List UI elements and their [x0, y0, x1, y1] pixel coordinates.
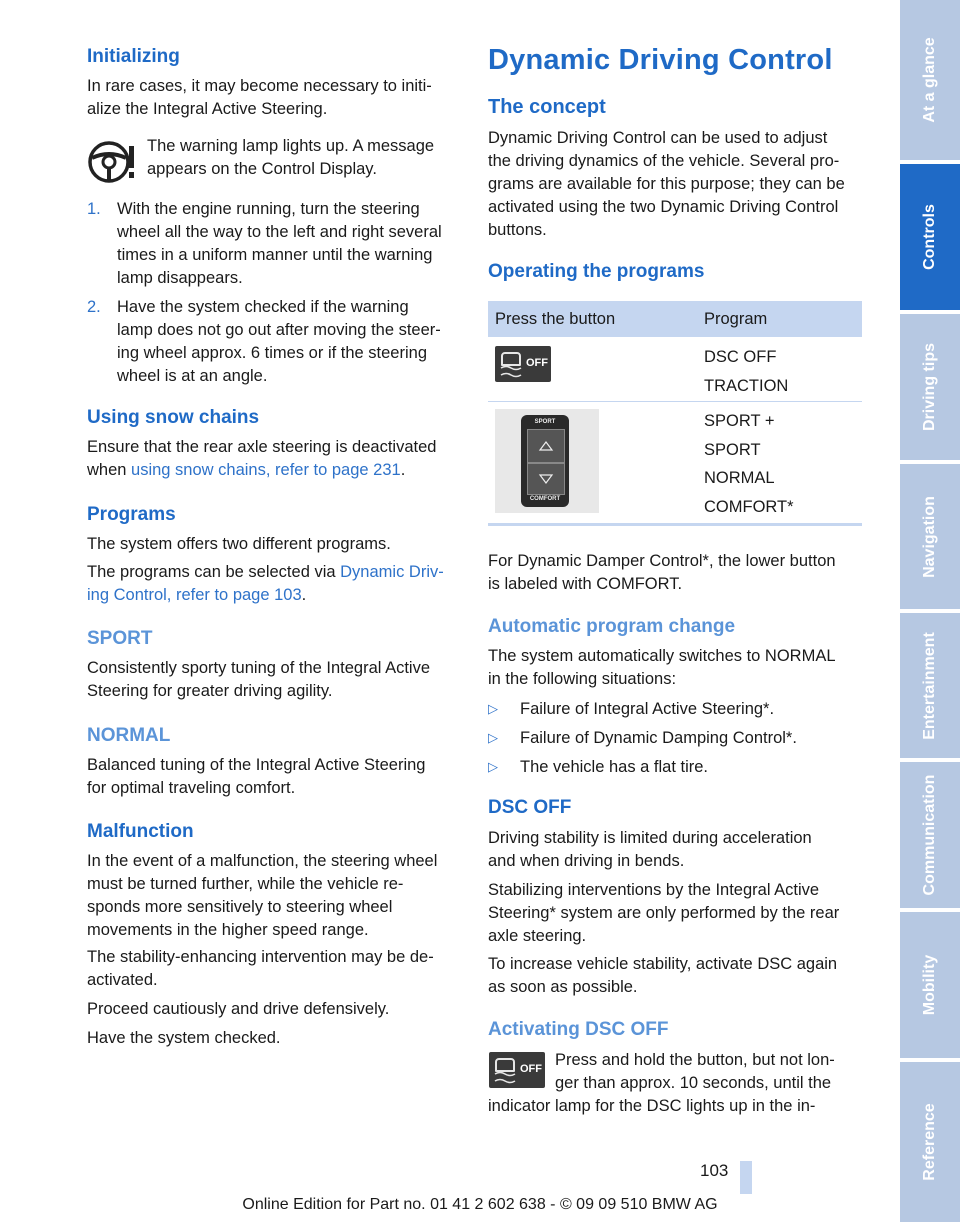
heading-snow-chains: Using snow chains [87, 407, 260, 428]
step-2-line-1: Have the system checked if the warning [117, 298, 409, 316]
table-header-program: Program [704, 310, 768, 328]
dsc-line-2: and when driving in bends. [488, 852, 685, 870]
list-item: ▷ Failure of Dynamic Damping Control*. [488, 729, 797, 747]
step-number: 2. [87, 298, 101, 316]
malfunction-p2-line-2: activated. [87, 971, 158, 989]
dsc-line-5: axle steering. [488, 927, 587, 945]
sport-line-1: Consistently sporty tuning of the Integral Active [87, 659, 431, 677]
concept-line-2: the driving dynamics of the vehicle. Several pro- [488, 152, 840, 170]
heading-sport: SPORT [87, 628, 153, 649]
heading-automatic-change: Automatic program change [488, 616, 736, 637]
tab-at-a-glance[interactable]: At a glance [900, 0, 960, 160]
tab-communication[interactable]: Communication [900, 762, 960, 908]
heading-concept: The concept [488, 96, 606, 118]
concept-line-3: grams are available for this purpose; they can be [488, 175, 845, 193]
step-2-line-4: wheel is at an angle. [117, 367, 268, 385]
malfunction-line-4: movements in the higher speed range. [87, 921, 369, 939]
programs-line-2: The programs can be selected via Dynamic Driv- [87, 563, 444, 581]
activating-line-3: indicator lamp for the DSC lights up in the in- [488, 1097, 816, 1115]
tab-driving-tips[interactable]: Driving tips [900, 314, 960, 460]
heading-activating-dsc-off: Activating DSC OFF [488, 1019, 669, 1040]
dynamic-driving-link-cont[interactable]: ing Control, refer to page 103 [87, 586, 302, 604]
heading-normal: NORMAL [87, 725, 171, 746]
dsc-line-4: Steering* system are only performed by the rear [488, 904, 840, 922]
malfunction-line-2: must be turned further, while the vehicle re- [87, 875, 404, 893]
dsc-line-1: Driving stability is limited during acceleration [488, 829, 812, 847]
step-2 [87, 296, 463, 391]
normal-line-2: for optimal traveling comfort. [87, 779, 296, 797]
dsc-line-3: Stabilizing interventions by the Integral Active [488, 881, 820, 899]
program-comfort: COMFORT* [704, 497, 794, 516]
table-header [488, 301, 862, 337]
tab-navigation[interactable]: Navigation [900, 464, 960, 609]
concept-line-5: buttons. [488, 221, 547, 239]
step-2-line-3: ing wheel approx. 6 times or if the steering [117, 344, 427, 362]
sport-comfort-rocker-icon: SPORT COMFORT [495, 409, 599, 513]
concept-line-1: Dynamic Driving Control can be used to adjust [488, 129, 828, 147]
heading-programs: Programs [87, 504, 176, 525]
programs-line-3: ing Control, refer to page 103. [87, 586, 307, 604]
malfunction-line-3: sponds more sensitively to steering wheel [87, 898, 393, 916]
programs-line-1: The system offers two different programs. [87, 535, 391, 553]
snow-line-1: Ensure that the rear axle steering is deactivated [87, 438, 437, 456]
dsc-off-button-icon: OFF [495, 346, 551, 382]
steering-warning-icon [87, 136, 137, 188]
footer-text: Online Edition for Part no. 01 41 2 602 638 - © 09 09 510 BMW AG [242, 1196, 718, 1213]
bullet-icon: ▷ [488, 701, 498, 716]
chapter-tabs [900, 0, 960, 1222]
row-2-programs [704, 407, 794, 521]
program-traction: TRACTION [704, 376, 789, 395]
note-line-2: is labeled with COMFORT. [488, 575, 683, 593]
snow-line-2: when using snow chains, refer to page 231. [87, 461, 406, 479]
page-marker [740, 1161, 752, 1194]
normal-line-1: Balanced tuning of the Integral Active Steering [87, 756, 426, 774]
sport-line-2: Steering for greater driving agility. [87, 682, 333, 700]
list-item: ▷ The vehicle has a flat tire. [488, 758, 709, 776]
warning-text-line-2: appears on the Control Display. [147, 160, 377, 178]
step-1 [87, 198, 463, 293]
malfunction-p4: Have the system checked. [87, 1029, 281, 1047]
table-header-button: Press the button [495, 310, 616, 328]
step-1-line-3: times in a uniform manner until the warning [117, 246, 433, 264]
malfunction-line-1: In the event of a malfunction, the steering wheel [87, 852, 438, 870]
page-number: 103 [700, 1161, 729, 1180]
program-normal: NORMAL [704, 469, 775, 487]
program-dsc-off: DSC OFF [704, 348, 777, 366]
dsc-line-7: as soon as possible. [488, 978, 638, 996]
bullet-icon: ▷ [488, 759, 498, 774]
heading-operating: Operating the programs [488, 261, 705, 282]
activating-line-2: ger than approx. 10 seconds, until the [555, 1074, 832, 1092]
step-1-line-2: wheel all the way to the left and right several [117, 223, 442, 241]
heading-dsc-off: DSC OFF [488, 797, 572, 818]
note-line-1: For Dynamic Damper Control*, the lower button [488, 552, 836, 570]
row-1-programs [704, 343, 788, 400]
program-sport: SPORT [704, 440, 761, 459]
page-title: Dynamic Driving Control [488, 44, 833, 76]
heading-initializing: Initializing [87, 46, 180, 67]
malfunction-p2-line-1: The stability-enhancing intervention may be de- [87, 948, 434, 966]
step-2-line-2: lamp does not go out after moving the steer- [117, 321, 441, 339]
program-sport-plus: SPORT + [704, 412, 775, 430]
auto-line-1: The system automatically switches to NORMAL [488, 647, 836, 665]
step-1-line-4: lamp disappears. [117, 269, 243, 287]
malfunction-p3: Proceed cautiously and drive defensively. [87, 1000, 390, 1018]
bullet-icon: ▷ [488, 730, 498, 745]
concept-line-4: activated using the two Dynamic Driving Control [488, 198, 839, 216]
tab-reference[interactable]: Reference [900, 1062, 960, 1222]
step-number: 1. [87, 200, 101, 218]
list-item: ▷ Failure of Integral Active Steering*. [488, 700, 775, 718]
tab-entertainment[interactable]: Entertainment [900, 613, 960, 758]
step-1-line-1: With the engine running, turn the steering [117, 200, 420, 218]
activating-line-1: Press and hold the button, but not lon- [555, 1051, 835, 1069]
dsc-line-6: To increase vehicle stability, activate DSC again [488, 955, 838, 973]
dynamic-driving-link[interactable]: Dynamic Driv- [340, 563, 444, 581]
initializing-intro-line-1: In rare cases, it may become necessary to initi- [87, 77, 432, 95]
dsc-off-button-icon: OFF [489, 1052, 545, 1088]
warning-text-line-1: The warning lamp lights up. A message [147, 137, 435, 155]
tab-mobility[interactable]: Mobility [900, 912, 960, 1058]
snow-chains-link[interactable]: using snow chains, refer to page 231 [131, 461, 401, 479]
auto-line-2: in the following situations: [488, 670, 677, 688]
tab-controls[interactable]: Controls [900, 164, 960, 310]
heading-malfunction: Malfunction [87, 821, 194, 842]
initializing-intro-line-2: alize the Integral Active Steering. [87, 100, 328, 118]
